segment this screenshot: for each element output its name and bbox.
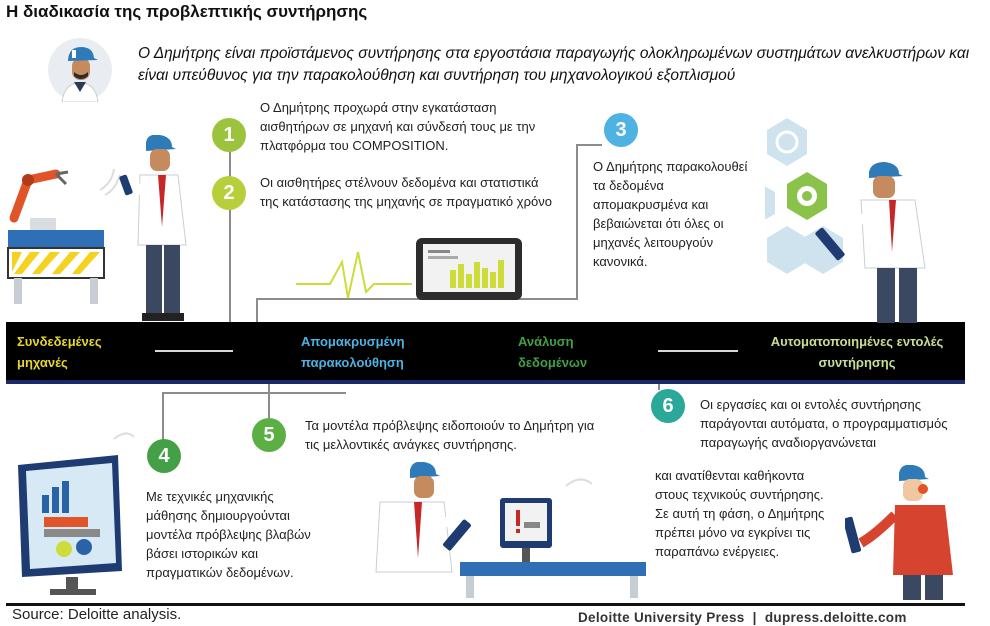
- step-6-text: Οι εργασίες και οι εντολές συντήρησης παράγονται αυτόματα, ο προγραμματισμός παραγωγής αναδιοργανώνεται: [700, 397, 948, 450]
- technician-illustration: [845, 465, 965, 600]
- connector-line: [576, 144, 602, 146]
- avatar: [48, 38, 112, 102]
- step-3-badge: 3: [604, 113, 638, 147]
- stage-band-stripe: [6, 380, 965, 384]
- stage-automated-orders: Αυτοματοποιημένες εντολές συντήρησης: [770, 334, 944, 370]
- step-3-text: Ο Δημήτρης παρακολουθεί τα δεδομένα απομακρυσμένα και βεβαιώνεται ότι όλες οι μηχανές λειτουργούν κανονικά.: [593, 159, 748, 269]
- stage-data-analysis: Ανάλυση δεδομένων: [518, 334, 588, 370]
- stage-remote-monitoring: Απομακρυσμένη παρακολούθηση: [301, 334, 405, 370]
- step-6-continued-text: και ανατίθενται καθήκοντα στους τεχνικούς συντήρησης. Σε αυτή τη φάση, ο Δημήτρης πρέπει μόνο να εγκρίνει τις παραπάνω ενέργειες.: [655, 468, 825, 559]
- band-connector: [155, 350, 233, 352]
- stage-connected-machines: Συνδεδεμένες μηχανές: [17, 334, 102, 370]
- intro-text: Ο Δημήτρης είναι προϊστάμενος συντήρησης στα εργοστάσια παραγωγής ολοκληρωμένων συστημάτων ανελκυστήρων και είναι υπεύθυνος για την παρακολούθηση και συντήρηση του μηχανολογικού εξοπλισμού: [138, 45, 970, 84]
- step-5-text: Τα μοντέλα πρόβλεψης ειδοποιούν το Δημήτρη για τις μελλοντικές ανάγκες συντήρησης.: [305, 418, 595, 452]
- step-1-text: Ο Δημήτρης προχωρά στην εγκατάσταση αισθητήρων σε μηχανή και σύνδεσή τους με την πλατφόρμα του COMPOSITION.: [260, 100, 536, 153]
- robot-arm-illustration: [0, 160, 110, 320]
- worker-with-tablet-illustration: [100, 135, 200, 325]
- monitoring-screen-illustration: [290, 232, 530, 307]
- step-2-text: Οι αισθητήρες στέλνουν δεδομένα και στατιστικά της κατάστασης της μηχανής σε πραγματικό χρόνο: [260, 175, 552, 209]
- connector-line: [268, 382, 270, 420]
- analysis-worker-illustration: [765, 118, 965, 323]
- step-4-text: Με τεχνικές μηχανικής μάθησης δημιουργούνται μοντέλα πρόβλεψης βλαβών βάσει ιστορικών και πραγματικών δεδομένων.: [146, 489, 311, 580]
- connector-line: [162, 392, 164, 440]
- worker-at-desk-illustration: [340, 462, 650, 602]
- connector-line: [162, 392, 346, 394]
- step-4-badge: 4: [147, 439, 181, 473]
- publisher-credit: Deloitte University Press | dupress.deloitte.com: [578, 610, 907, 625]
- step-2-badge: 2: [212, 176, 246, 210]
- step-6-badge: 6: [651, 389, 685, 423]
- connector-line: [576, 144, 578, 300]
- step-1-badge: 1: [212, 118, 246, 152]
- page-title: Η διαδικασία της προβλεπτικής συντήρησης: [6, 2, 368, 21]
- source-note: Source: Deloitte analysis.: [12, 606, 182, 623]
- band-connector: [658, 350, 738, 352]
- step-5-badge: 5: [252, 418, 286, 452]
- ml-computer-illustration: [10, 425, 140, 600]
